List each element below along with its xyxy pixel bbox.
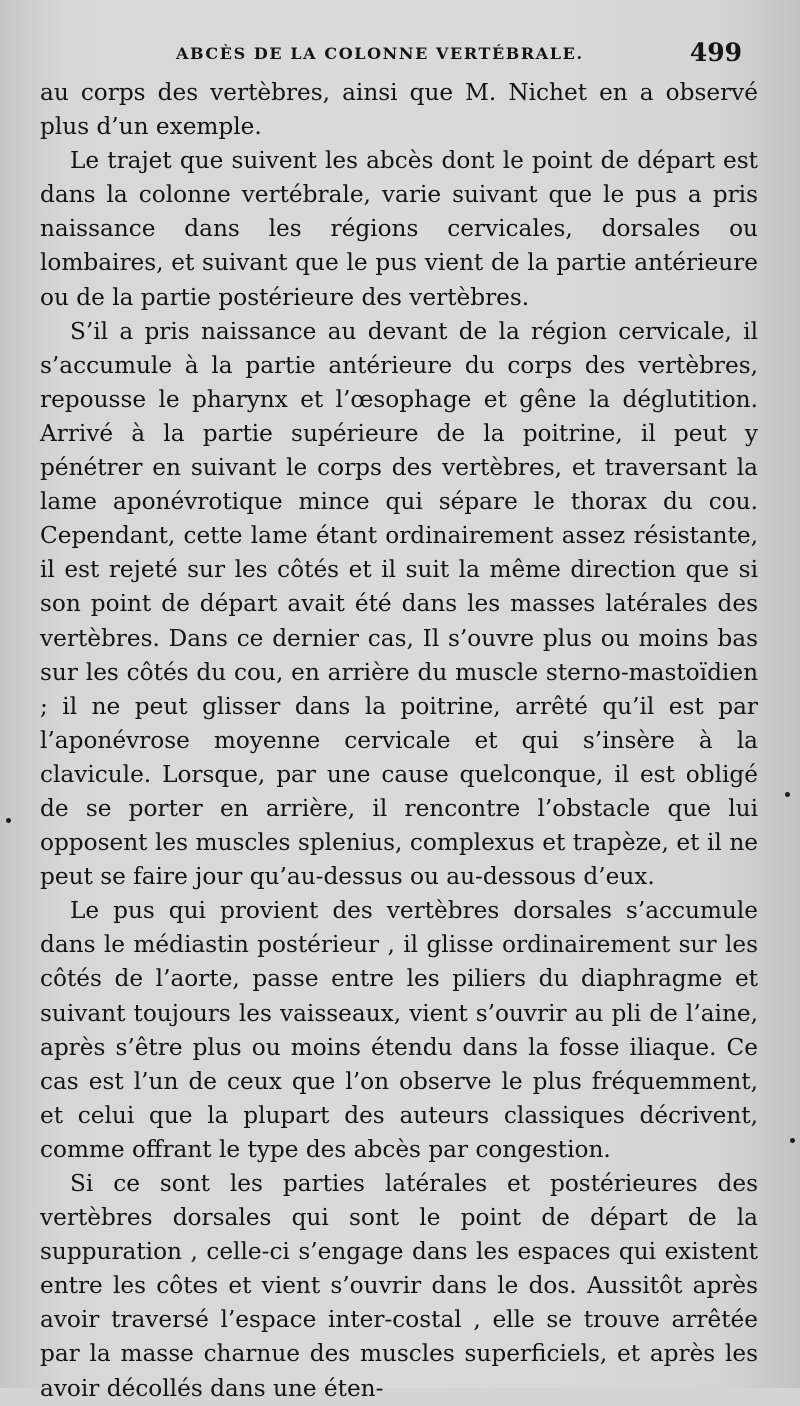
running-head: ABCÈS DE LA COLONNE VERTÉBRALE. [176,44,584,63]
ink-speck [785,792,790,797]
page-header [36,38,746,72]
paragraph-2: Le trajet que suivent les abcès dont le point de départ est dans la colonne vertébrale, varie suivant que le pus a pris naissance dans les régions cervicales, dorsales ou lombaires, et suivant que le pus vient de la partie antérieure ou de la partie postérieure des vertèbres. [40,147,758,311]
paragraph-1: au corps des vertèbres, ainsi que M. Nichet en a observé plus d’un exemple. [40,79,758,141]
paragraph-4: Le pus qui provient des vertèbres dorsales s’accumule dans le médiastin postérieur , il glisse ordinairement sur les côtés de l’aorte, passe entre les piliers du diaphragme et suivant toujours les vaisseaux, vient s’ouvrir au pli de l’aine, après s’être plus ou moins étendu dans la fosse iliaque. Ce cas est l’un de ceux que l’on observe le plus fréquemment, et celui que la plupart des auteurs classiques décrivent, comme offrant le type des abcès par congestion. [40,897,758,1163]
paragraph-3: S’il a pris naissance au devant de la région cervicale, il s’accumule à la partie antérieure du corps des vertèbres, repousse le pharynx et l’œsophage et gêne la déglutition. Arrivé à la partie supérieure de la poitrine, il peut y pénétrer en suivant le corps des vertèbres, et traversant la lame aponévrotique mince qui sépare le thorax du cou. Cependant, cette lame étant ordinairement assez résistante, il est rejeté sur les côtés et il suit la même direction que si son point de départ avait été dans les masses latérales des vertèbres. Dans ce dernier cas, Il s’ouvre plus ou moins bas sur les côtés du cou, en arrière du muscle sterno-mastoïdien ; il ne peut glisser dans la poitrine, arrêté qu’il est par l’aponévrose moyenne cervicale et qui s’insère à la clavicule. Lorsque, par une cause quelconque, il est obligé de se porter en arrière, il rencontre l’obstacle que lui opposent les muscles splenius, complexus et trapèze, et il ne peut se faire jour qu’au-dessus ou au-dessous d’eux. [40,317,758,891]
body-text [40,76,758,1406]
ink-speck [6,818,11,823]
ink-speck [790,1138,795,1143]
page-number: 499 [689,38,742,67]
paragraph-5: Si ce sont les parties latérales et postérieures des vertèbres dorsales qui sont le point de départ de la suppuration , celle-ci s’engage dans les espaces qui existent entre les côtes et vient s’ouvrir dans le dos. Aussitôt après avoir traversé l’espace inter-costal , elle se trouve arrêtée par la masse charnue des muscles superficiels, et après les avoir décollés dans une éten- [40,1170,758,1402]
